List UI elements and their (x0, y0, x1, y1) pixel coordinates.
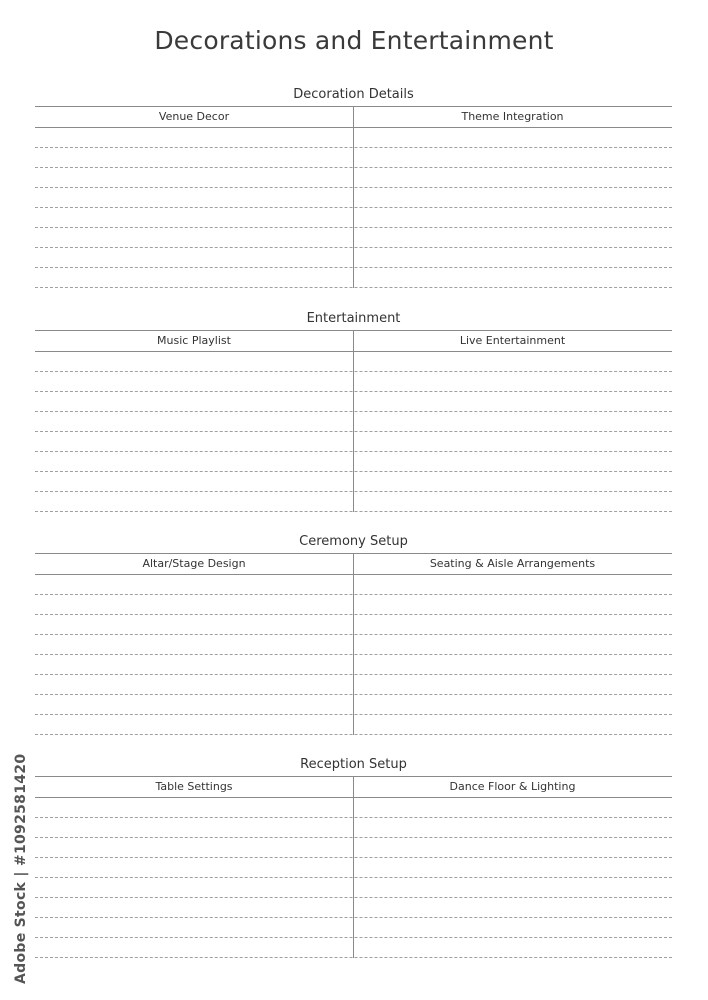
section-reception-setup (35, 754, 672, 958)
section-title: Reception Setup (300, 757, 407, 772)
writing-line[interactable] (35, 452, 672, 472)
writing-line[interactable] (35, 148, 672, 168)
writing-line[interactable] (35, 715, 672, 735)
column-header-right: Dance Floor & Lighting (449, 780, 576, 793)
writing-line[interactable] (35, 248, 672, 268)
writing-line[interactable] (35, 412, 672, 432)
column-header-row (35, 331, 672, 352)
section-grid (35, 106, 672, 288)
column-header-row (35, 107, 672, 128)
writing-line[interactable] (35, 432, 672, 452)
writing-line[interactable] (35, 818, 672, 838)
writing-line[interactable] (35, 615, 672, 635)
writing-line[interactable] (35, 695, 672, 715)
column-header-right: Live Entertainment (459, 334, 566, 347)
column-header-left: Venue Decor (158, 110, 230, 123)
column-header-left: Music Playlist (157, 334, 231, 347)
column-header-row (35, 554, 672, 575)
writing-line[interactable] (35, 228, 672, 248)
writing-line[interactable] (35, 372, 672, 392)
writing-line[interactable] (35, 938, 672, 958)
writing-line[interactable] (35, 675, 672, 695)
writing-line[interactable] (35, 878, 672, 898)
writing-line[interactable] (35, 798, 672, 818)
writing-line[interactable] (35, 208, 672, 228)
writing-line[interactable] (35, 858, 672, 878)
writing-line[interactable] (35, 352, 672, 372)
writing-line[interactable] (35, 492, 672, 512)
section-grid (35, 553, 672, 735)
writing-line[interactable] (35, 595, 672, 615)
section-grid (35, 330, 672, 512)
stock-watermark: Adobe Stock | #1092581420 (13, 753, 29, 984)
writing-line[interactable] (35, 575, 672, 595)
writing-line[interactable] (35, 918, 672, 938)
writing-line[interactable] (35, 268, 672, 288)
section-title: Ceremony Setup (299, 534, 408, 549)
writing-line[interactable] (35, 838, 672, 858)
writing-line[interactable] (35, 898, 672, 918)
writing-line[interactable] (35, 128, 672, 148)
writing-line[interactable] (35, 392, 672, 412)
column-header-row (35, 777, 672, 798)
column-header-right: Seating & Aisle Arrangements (429, 557, 596, 570)
writing-line[interactable] (35, 472, 672, 492)
writing-line[interactable] (35, 168, 672, 188)
section-entertainment (35, 308, 672, 512)
section-title: Decoration Details (293, 87, 414, 102)
section-title: Entertainment (306, 311, 401, 326)
writing-line[interactable] (35, 635, 672, 655)
column-header-right: Theme Integration (461, 110, 564, 123)
writing-line[interactable] (35, 188, 672, 208)
page-title: Decorations and Entertainment (154, 26, 554, 55)
section-decoration-details (35, 84, 672, 288)
section-ceremony-setup (35, 531, 672, 735)
section-grid (35, 776, 672, 958)
column-header-left: Table Settings (155, 780, 233, 793)
writing-line[interactable] (35, 655, 672, 675)
column-header-left: Altar/Stage Design (142, 557, 246, 570)
